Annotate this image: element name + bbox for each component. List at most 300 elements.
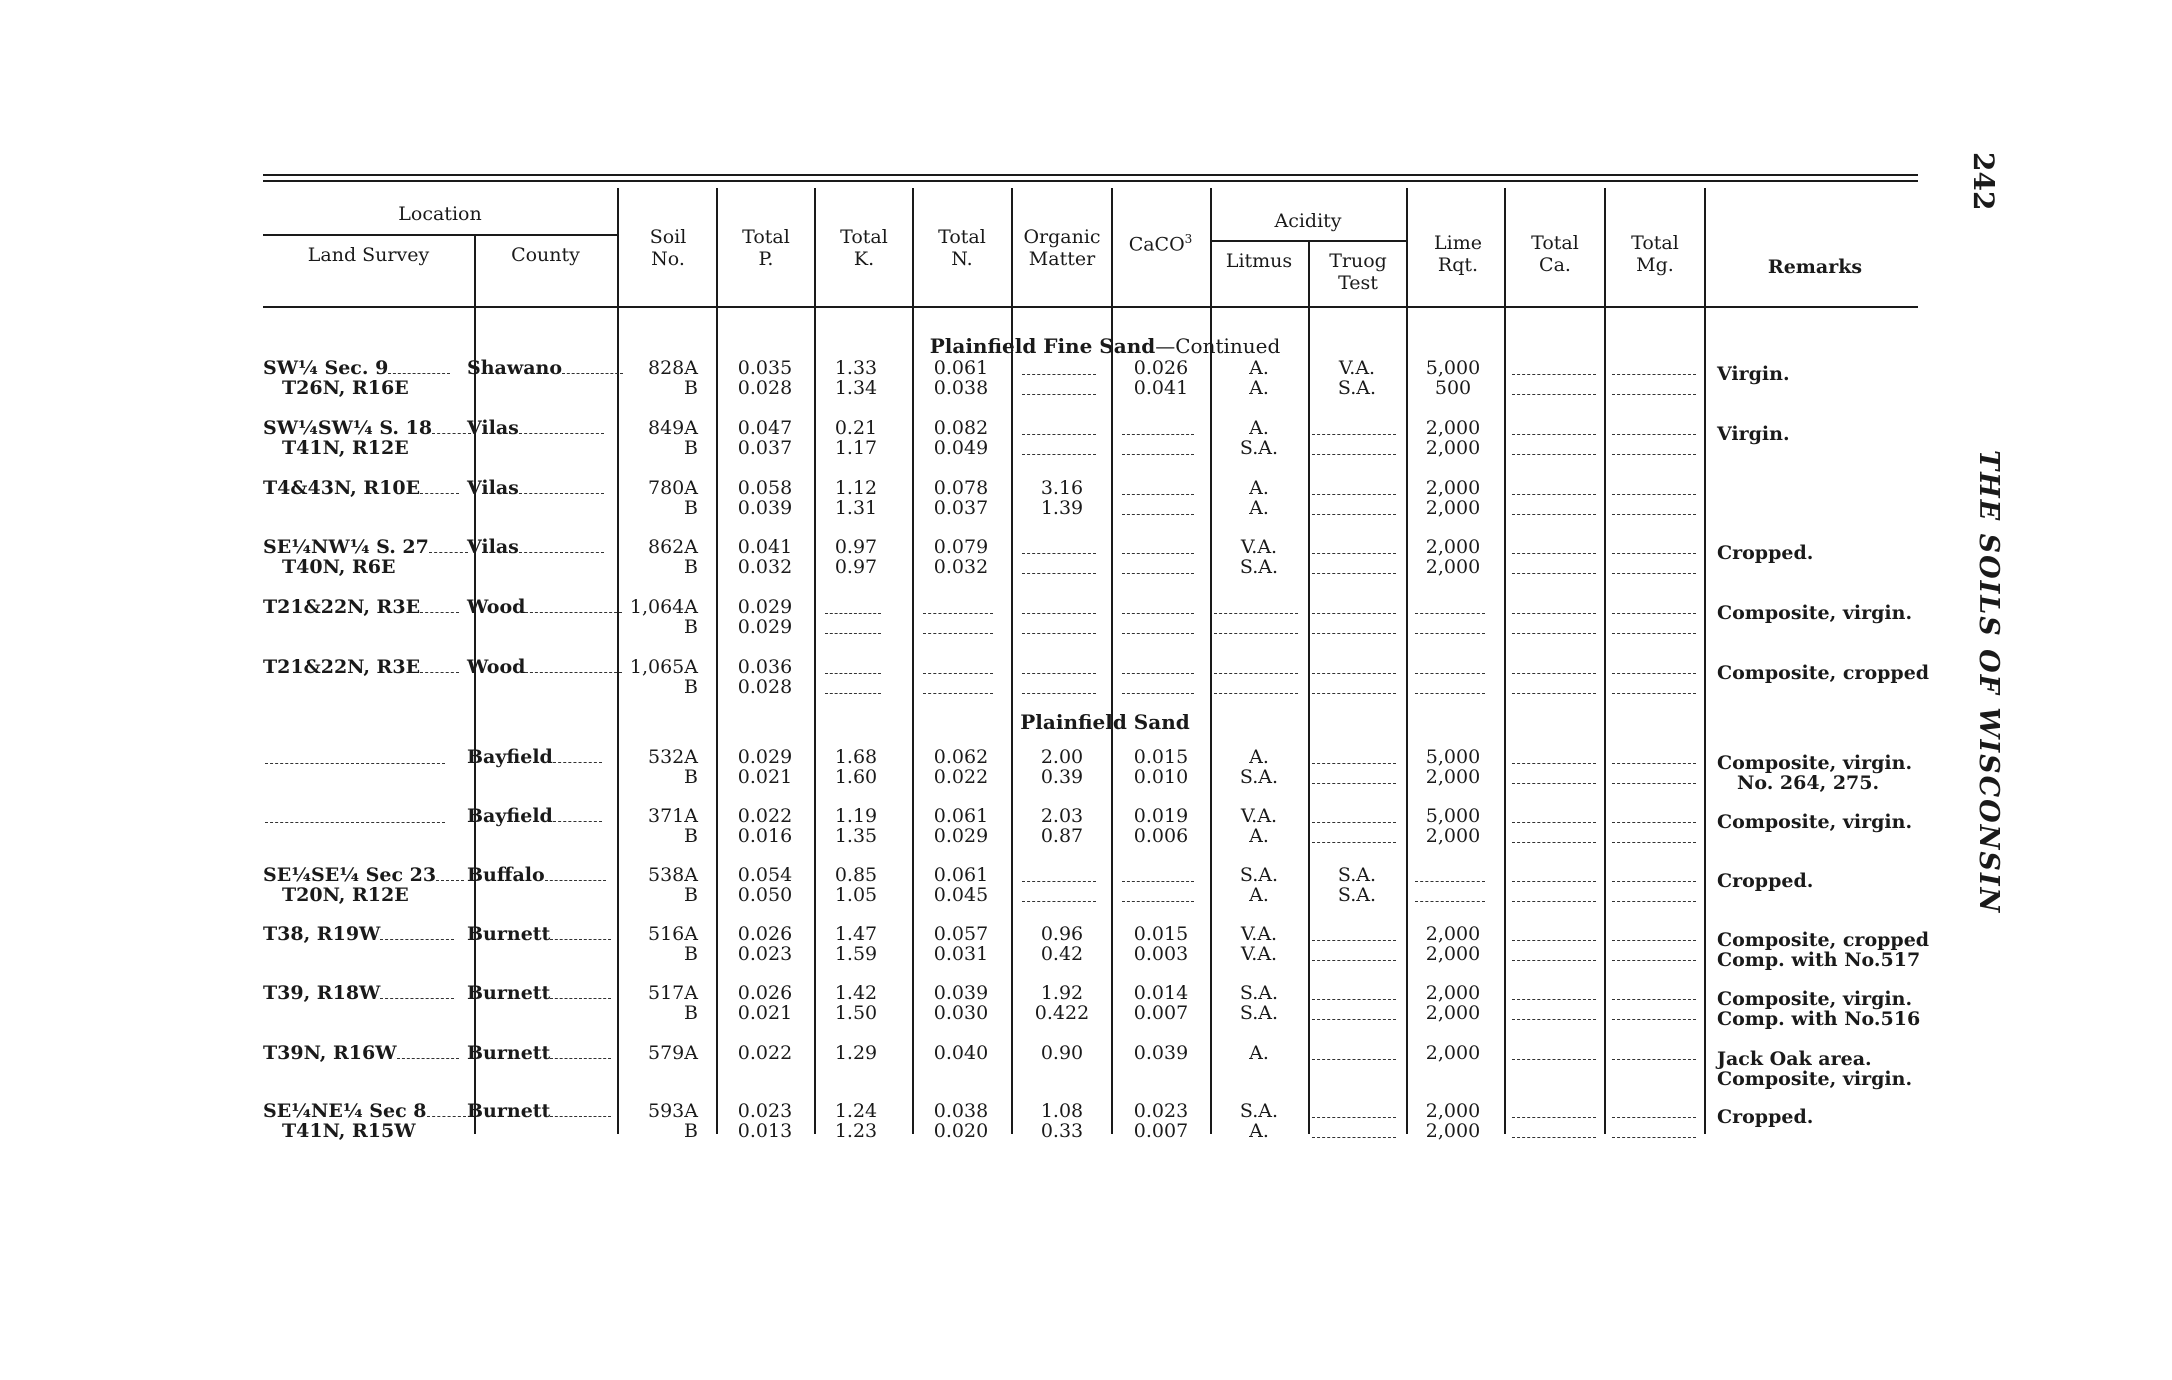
soil-no: 1,064A [629, 596, 698, 618]
litmus-value: A. [1249, 884, 1269, 906]
lime-value: 5,000 [1425, 746, 1481, 768]
caco3-blank [1122, 613, 1194, 614]
running-title: THE SOILS OF WISCONSIN [1973, 450, 2004, 915]
n-blank [923, 693, 993, 694]
litmus-blank [1214, 633, 1298, 634]
litmus-value: S.A. [1239, 982, 1279, 1004]
om-value: 1.08 [1040, 1100, 1084, 1122]
total-mg-blank [1612, 1137, 1696, 1138]
caco3-blank [1122, 693, 1194, 694]
county: Vilas [467, 418, 604, 438]
total-ca-blank [1512, 940, 1596, 941]
caco3-value: 0.039 [1133, 1042, 1189, 1064]
lime-value: 2,000 [1425, 1002, 1481, 1024]
lime-value: 2,000 [1425, 1100, 1481, 1122]
remarks: Virgin. [1717, 363, 1790, 385]
total-ca-blank [1512, 901, 1596, 902]
page-number: 242 [1967, 152, 2000, 211]
land-survey: SE¼SE¼ Sec 23 [263, 865, 464, 885]
k-value: 1.33 [834, 357, 878, 379]
om-blank [1022, 693, 1096, 694]
k-blank [825, 673, 881, 674]
caco3-blank [1122, 901, 1194, 902]
land-survey: T21&22N, R3E [263, 597, 459, 617]
om-blank [1022, 374, 1096, 375]
county: Burnett [467, 983, 611, 1003]
header-organic-matter: Organic Matter [1023, 226, 1101, 270]
total-ca-blank [1512, 494, 1596, 495]
header-truog: Truog Test [1329, 250, 1387, 294]
soil-no: B [684, 766, 698, 788]
k-value: 1.05 [834, 884, 878, 906]
total-mg-blank [1612, 763, 1696, 764]
om-blank [1022, 434, 1096, 435]
litmus-blank [1214, 673, 1298, 674]
land-survey: SW¼SW¼ S. 18 [263, 418, 471, 438]
truog-blank [1312, 1117, 1396, 1118]
om-value: 2.00 [1040, 746, 1084, 768]
n-value: 0.078 [933, 477, 989, 499]
litmus-value: A. [1249, 1120, 1269, 1142]
om-value: 1.92 [1040, 982, 1084, 1004]
total-ca-blank [1512, 633, 1596, 634]
k-value: 1.12 [834, 477, 878, 499]
litmus-value: V.A. [1240, 923, 1278, 945]
soil-no: B [684, 825, 698, 847]
soil-no: 593A [648, 1100, 698, 1122]
leader-dots [420, 601, 459, 613]
soil-no: 532A [648, 746, 698, 768]
p-value: 0.021 [737, 766, 793, 788]
litmus-value: A. [1249, 746, 1269, 768]
header-total-k: Total K. [840, 226, 888, 270]
total-ca-blank [1512, 434, 1596, 435]
leader-dots [380, 987, 454, 999]
leader-dots [436, 869, 464, 881]
remarks: Cropped. [1717, 870, 1814, 892]
land-survey: T26N, R16E [282, 377, 409, 399]
leader-dots [550, 1105, 611, 1117]
p-value: 0.032 [737, 556, 793, 578]
om-blank [1022, 673, 1096, 674]
total-mg-blank [1612, 394, 1696, 395]
om-value: 3.16 [1040, 477, 1084, 499]
caco3-blank [1122, 673, 1194, 674]
county: Bayfield [467, 806, 602, 826]
remarks: Composite, virgin. [1717, 752, 1913, 774]
om-value: 0.422 [1034, 1002, 1090, 1024]
header-caco3-text: CaCO [1128, 233, 1185, 256]
total-ca-blank [1512, 822, 1596, 823]
caco3-blank [1122, 553, 1194, 554]
truog-blank [1312, 940, 1396, 941]
soil-no: 516A [648, 923, 698, 945]
remarks: Comp. with No.517 [1717, 949, 1921, 971]
soil-no: 517A [648, 982, 698, 1004]
om-value: 0.87 [1040, 825, 1084, 847]
lime-blank [1415, 633, 1485, 634]
lime-blank [1415, 901, 1485, 902]
n-value: 0.022 [933, 766, 989, 788]
k-value: 1.59 [834, 943, 878, 965]
k-blank [825, 613, 881, 614]
remarks: Composite, cropped [1717, 662, 1930, 684]
caco3-value: 0.007 [1133, 1120, 1189, 1142]
truog-value: V.A. [1338, 357, 1376, 379]
truog-blank [1312, 763, 1396, 764]
total-mg-blank [1612, 783, 1696, 784]
k-value: 0.97 [834, 556, 878, 578]
om-value: 0.96 [1040, 923, 1084, 945]
header-total-p: Total P. [742, 226, 790, 270]
soil-no: 849A [648, 417, 698, 439]
remarks: Composite, virgin. [1717, 1068, 1913, 1090]
k-value: 0.97 [834, 536, 878, 558]
p-value: 0.023 [737, 1100, 793, 1122]
litmus-blank [1214, 613, 1298, 614]
n-value: 0.061 [933, 864, 989, 886]
soil-no: 538A [648, 864, 698, 886]
total-ca-blank [1512, 1019, 1596, 1020]
total-mg-blank [1612, 553, 1696, 554]
truog-blank [1312, 1059, 1396, 1060]
soil-no: B [684, 1120, 698, 1142]
remarks: Jack Oak area. [1717, 1048, 1872, 1070]
k-value: 1.34 [834, 377, 878, 399]
truog-blank [1312, 1019, 1396, 1020]
total-ca-blank [1512, 553, 1596, 554]
k-value: 1.23 [834, 1120, 878, 1142]
total-ca-blank [1512, 999, 1596, 1000]
n-value: 0.061 [933, 357, 989, 379]
lime-blank [1415, 693, 1485, 694]
remarks: Comp. with No.516 [1717, 1008, 1921, 1030]
county: Vilas [467, 537, 604, 557]
p-value: 0.021 [737, 1002, 793, 1024]
n-value: 0.038 [933, 377, 989, 399]
k-value: 1.68 [834, 746, 878, 768]
om-blank [1022, 613, 1096, 614]
caco3-value: 0.023 [1133, 1100, 1189, 1122]
total-mg-blank [1612, 940, 1696, 941]
lime-value: 2,000 [1425, 1120, 1481, 1142]
om-value: 0.33 [1040, 1120, 1084, 1142]
county: Vilas [467, 478, 604, 498]
total-mg-blank [1612, 673, 1696, 674]
p-value: 0.050 [737, 884, 793, 906]
om-blank [1022, 573, 1096, 574]
land-survey: T39, R18W [263, 983, 454, 1003]
lime-value: 2,000 [1425, 982, 1481, 1004]
caco3-blank [1122, 454, 1194, 455]
om-value: 2.03 [1040, 805, 1084, 827]
k-value: 1.19 [834, 805, 878, 827]
county: Wood [467, 597, 622, 617]
county: Burnett [467, 924, 611, 944]
lime-value: 2,000 [1425, 556, 1481, 578]
remarks: No. 264, 275. [1737, 772, 1880, 794]
n-value: 0.031 [933, 943, 989, 965]
total-ca-blank [1512, 514, 1596, 515]
om-value: 1.39 [1040, 497, 1084, 519]
leader-dots [525, 661, 622, 673]
p-value: 0.028 [737, 676, 793, 698]
k-value: 1.47 [834, 923, 878, 945]
section-suffix: —Continued [1155, 334, 1281, 358]
soil-no: 862A [648, 536, 698, 558]
header-total-ca: Total Ca. [1531, 232, 1579, 276]
total-ca-blank [1512, 1059, 1596, 1060]
county: Burnett [467, 1043, 611, 1063]
remarks: Virgin. [1717, 423, 1790, 445]
land-survey: T21&22N, R3E [263, 657, 459, 677]
lime-value: 5,000 [1425, 357, 1481, 379]
header-land-survey: Land Survey [307, 244, 430, 266]
col-sep [814, 188, 816, 1134]
remarks: Composite, virgin. [1717, 602, 1913, 624]
lime-blank [1415, 673, 1485, 674]
leader-dots [545, 869, 606, 881]
leader-dots [429, 541, 468, 553]
total-ca-blank [1512, 763, 1596, 764]
soil-no: B [684, 556, 698, 578]
remarks: Composite, virgin. [1717, 988, 1913, 1010]
col-sep [1604, 188, 1606, 1134]
land-survey: T4&43N, R10E [263, 478, 459, 498]
total-mg-blank [1612, 1117, 1696, 1118]
truog-blank [1312, 960, 1396, 961]
p-value: 0.039 [737, 497, 793, 519]
total-mg-blank [1612, 374, 1696, 375]
soil-no: 579A [648, 1042, 698, 1064]
lime-blank [1415, 613, 1485, 614]
header-rule [263, 306, 1918, 308]
col-sep [1406, 188, 1408, 1134]
leader-dots [550, 1047, 611, 1059]
land-survey: SW¼ Sec. 9 [263, 358, 450, 378]
k-value: 1.60 [834, 766, 878, 788]
total-ca-blank [1512, 881, 1596, 882]
litmus-value: A. [1249, 477, 1269, 499]
truog-value: S.A. [1337, 884, 1377, 906]
truog-blank [1312, 633, 1396, 634]
header-litmus: Litmus [1225, 250, 1293, 272]
land-survey-blank [265, 763, 445, 764]
litmus-value: A. [1249, 377, 1269, 399]
leader-dots [380, 928, 454, 940]
p-value: 0.029 [737, 746, 793, 768]
county: Bayfield [467, 747, 602, 767]
k-value: 0.85 [834, 864, 878, 886]
p-value: 0.047 [737, 417, 793, 439]
leader-dots [519, 482, 604, 494]
lime-value: 2,000 [1425, 536, 1481, 558]
total-mg-blank [1612, 514, 1696, 515]
caco3-value: 0.007 [1133, 1002, 1189, 1024]
header-remarks: Remarks [1767, 256, 1863, 278]
total-ca-blank [1512, 454, 1596, 455]
remarks: Composite, virgin. [1717, 811, 1913, 833]
total-mg-blank [1612, 434, 1696, 435]
n-value: 0.030 [933, 1002, 989, 1024]
leader-dots [420, 482, 459, 494]
caco3-blank [1122, 514, 1194, 515]
leader-dots [427, 1105, 466, 1117]
leader-dots [388, 362, 450, 374]
litmus-value: A. [1249, 825, 1269, 847]
lime-value: 2,000 [1425, 923, 1481, 945]
n-value: 0.040 [933, 1042, 989, 1064]
p-value: 0.016 [737, 825, 793, 847]
total-ca-blank [1512, 613, 1596, 614]
p-value: 0.028 [737, 377, 793, 399]
land-survey: SE¼NE¼ Sec 8 [263, 1101, 466, 1121]
leader-dots [397, 1047, 459, 1059]
litmus-value: S.A. [1239, 437, 1279, 459]
soil-no: B [684, 437, 698, 459]
caco3-value: 0.014 [1133, 982, 1189, 1004]
remarks: Cropped. [1717, 1106, 1814, 1128]
total-mg-blank [1612, 842, 1696, 843]
litmus-value: A. [1249, 497, 1269, 519]
total-mg-blank [1612, 494, 1696, 495]
n-value: 0.061 [933, 805, 989, 827]
soil-no: B [684, 616, 698, 638]
header-lime: Lime Rqt. [1434, 232, 1482, 276]
truog-blank [1312, 673, 1396, 674]
truog-blank [1312, 553, 1396, 554]
n-blank [923, 673, 993, 674]
soil-no: B [684, 1002, 698, 1024]
n-value: 0.062 [933, 746, 989, 768]
soil-no: B [684, 943, 698, 965]
remarks: Cropped. [1717, 542, 1814, 564]
caco3-blank [1122, 494, 1194, 495]
location-rule [263, 234, 617, 236]
litmus-value: A. [1249, 1042, 1269, 1064]
total-mg-blank [1612, 822, 1696, 823]
remarks: Composite, cropped [1717, 929, 1930, 951]
col-sep [716, 188, 718, 1134]
header-location: Location [398, 203, 482, 225]
total-ca-blank [1512, 960, 1596, 961]
leader-dots [553, 810, 602, 822]
total-ca-blank [1512, 394, 1596, 395]
truog-blank [1312, 999, 1396, 1000]
land-survey: T39N, R16W [263, 1043, 459, 1063]
om-blank [1022, 881, 1096, 882]
lime-value: 2,000 [1425, 437, 1481, 459]
land-survey: T40N, R6E [282, 556, 396, 578]
lime-value: 2,000 [1425, 943, 1481, 965]
section-title: Plainfield Sand [1020, 710, 1190, 734]
truog-blank [1312, 434, 1396, 435]
p-value: 0.026 [737, 982, 793, 1004]
litmus-value: S.A. [1239, 1100, 1279, 1122]
leader-dots [550, 987, 611, 999]
caco3-blank [1122, 434, 1194, 435]
caco3-value: 0.019 [1133, 805, 1189, 827]
om-blank [1022, 901, 1096, 902]
section-heading [870, 710, 1340, 734]
county: Wood [467, 657, 622, 677]
n-value: 0.039 [933, 982, 989, 1004]
leader-dots [420, 661, 459, 673]
col-sep [1504, 188, 1506, 1134]
truog-blank [1312, 1137, 1396, 1138]
litmus-value: S.A. [1239, 864, 1279, 886]
leader-dots [519, 541, 604, 553]
caco3-value: 0.026 [1133, 357, 1189, 379]
n-value: 0.045 [933, 884, 989, 906]
om-blank [1022, 394, 1096, 395]
col-sep [1704, 188, 1706, 1134]
k-blank [825, 633, 881, 634]
litmus-blank [1214, 693, 1298, 694]
n-value: 0.038 [933, 1100, 989, 1122]
om-blank [1022, 553, 1096, 554]
total-mg-blank [1612, 999, 1696, 1000]
header-county: County [511, 244, 580, 266]
total-ca-blank [1512, 573, 1596, 574]
col-sep [912, 188, 914, 1134]
total-mg-blank [1612, 901, 1696, 902]
k-value: 1.29 [834, 1042, 878, 1064]
k-value: 1.31 [834, 497, 878, 519]
land-survey: T38, R19W [263, 924, 454, 944]
total-mg-blank [1612, 633, 1696, 634]
total-mg-blank [1612, 693, 1696, 694]
litmus-value: V.A. [1240, 536, 1278, 558]
caco3-value: 0.003 [1133, 943, 1189, 965]
soil-no: 371A [648, 805, 698, 827]
section-title: Plainfield Fine Sand [929, 334, 1156, 358]
p-value: 0.013 [737, 1120, 793, 1142]
land-survey: SE¼NW¼ S. 27 [263, 537, 468, 557]
lime-value: 2,000 [1425, 497, 1481, 519]
total-mg-blank [1612, 573, 1696, 574]
truog-blank [1312, 842, 1396, 843]
county: Burnett [467, 1101, 611, 1121]
truog-blank [1312, 454, 1396, 455]
om-blank [1022, 633, 1096, 634]
n-value: 0.082 [933, 417, 989, 439]
total-ca-blank [1512, 374, 1596, 375]
caco3-blank [1122, 573, 1194, 574]
p-value: 0.029 [737, 616, 793, 638]
total-mg-blank [1612, 881, 1696, 882]
n-blank [923, 613, 993, 614]
truog-blank [1312, 514, 1396, 515]
header-caco3-sub: 3 [1184, 232, 1193, 246]
litmus-value: S.A. [1239, 766, 1279, 788]
n-value: 0.020 [933, 1120, 989, 1142]
k-value: 1.50 [834, 1002, 878, 1024]
n-blank [923, 633, 993, 634]
soil-no: 828A [648, 357, 698, 379]
litmus-value: A. [1249, 417, 1269, 439]
total-ca-blank [1512, 673, 1596, 674]
caco3-value: 0.010 [1133, 766, 1189, 788]
total-ca-blank [1512, 693, 1596, 694]
truog-blank [1312, 693, 1396, 694]
lime-blank [1415, 881, 1485, 882]
litmus-value: V.A. [1240, 805, 1278, 827]
total-mg-blank [1612, 960, 1696, 961]
total-mg-blank [1612, 454, 1696, 455]
leader-dots [553, 751, 602, 763]
p-value: 0.037 [737, 437, 793, 459]
